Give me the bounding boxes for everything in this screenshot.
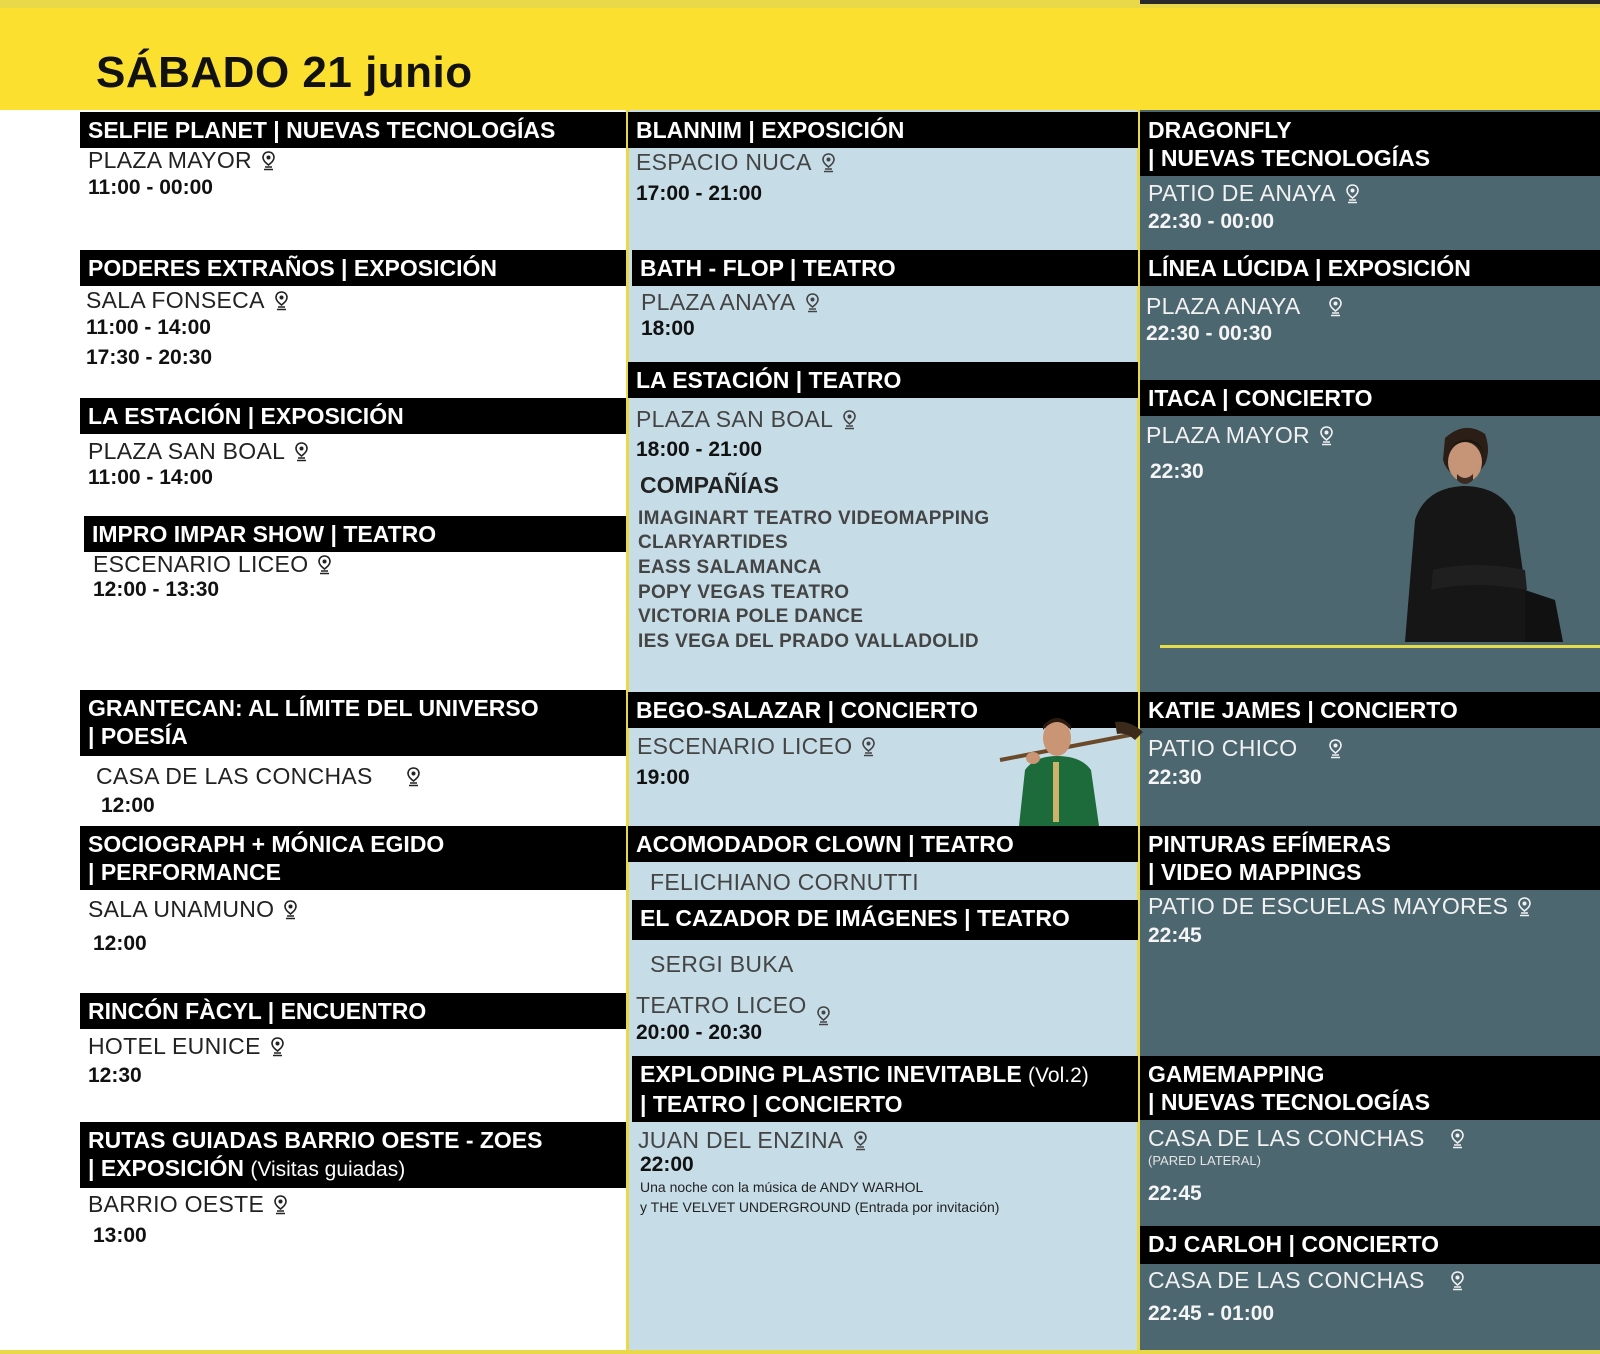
event-time: 17:30 - 20:30 [86, 346, 213, 369]
day-banner [0, 8, 1600, 110]
company-item: EASS SALAMANCA [638, 557, 822, 578]
venue-name: PLAZA MAYOR [1146, 422, 1310, 448]
header-line: PINTURAS EFÍMERAS [1148, 831, 1391, 857]
header-line: | POESÍA [88, 723, 188, 749]
event-time: 20:00 - 20:30 [636, 1021, 763, 1044]
location-pin-icon [1320, 426, 1333, 446]
location-pin-icon [806, 293, 819, 313]
event-time: 18:00 [641, 317, 695, 340]
event-artist [650, 869, 919, 896]
venue-name: SALA UNAMUNO [88, 896, 275, 922]
column-divider [626, 110, 629, 1354]
location-pin-icon [1346, 184, 1359, 204]
venue-name: PATIO CHICO [1148, 735, 1298, 761]
venue-name: ESPACIO NUCA [636, 149, 812, 175]
event-header: RINCÓN FÀCYL | ENCUENTRO [80, 993, 626, 1029]
company-item: IMAGINART TEATRO VIDEOMAPPING [638, 508, 990, 529]
event-header [1140, 112, 1600, 176]
location-pin-icon [817, 1006, 830, 1026]
event-time: 22:30 - 00:30 [1146, 322, 1273, 345]
location-pin-icon [854, 1131, 867, 1151]
top-strip-dark [1140, 0, 1600, 4]
venue-name: PLAZA ANAYA [1146, 293, 1301, 319]
event-header [1140, 826, 1600, 890]
event-time: 19:00 [636, 766, 690, 789]
company-item: CLARYARTIDES [638, 532, 788, 553]
event-header: DJ CARLOH | CONCIERTO [1140, 1226, 1600, 1264]
event-header: SELFIE PLANET | NUEVAS TECNOLOGÍAS [80, 112, 626, 148]
event-header: BATH - FLOP | TEATRO [632, 250, 1138, 286]
event-header: BLANNIM | EXPOSICIÓN [628, 112, 1138, 148]
location-pin-icon [1451, 1129, 1464, 1149]
venue-name: CASA DE LAS CONCHAS [96, 763, 373, 789]
bottom-strip [0, 1350, 1600, 1354]
event-header [632, 1056, 1138, 1122]
location-pin-icon [295, 442, 308, 462]
event-artist [650, 951, 794, 978]
event-venue [637, 733, 875, 760]
header-line: DRAGONFLY [1148, 117, 1292, 143]
header-line: | NUEVAS TECNOLOGÍAS [1148, 145, 1431, 171]
event-header: LÍNEA LÚCIDA | EXPOSICIÓN [1140, 250, 1600, 286]
companies-title: COMPAÑÍAS [640, 472, 779, 498]
location-pin-icon [284, 900, 297, 920]
company-item: POPY VEGAS TEATRO [638, 582, 850, 603]
divider-line [1160, 645, 1600, 648]
event-note: Una noche con la música de ANDY WARHOL [640, 1179, 924, 1195]
event-venue [641, 289, 819, 316]
location-pin-icon [275, 291, 288, 311]
event-venue [88, 147, 275, 174]
location-pin-icon [843, 410, 856, 430]
location-pin-icon [407, 767, 420, 787]
venue-name: TEATRO LICEO [636, 991, 807, 1018]
event-time: 11:00 - 14:00 [88, 466, 213, 489]
event-time: 22:30 [1148, 766, 1202, 789]
company-item: IES VEGA DEL PRADO VALLADOLID [638, 631, 979, 652]
location-pin-icon [274, 1195, 287, 1215]
venue-name: PATIO DE ANAYA [1148, 180, 1336, 206]
event-time: 22:45 - 01:00 [1148, 1302, 1275, 1325]
venue-name: CASA DE LAS CONCHAS [1148, 1125, 1425, 1151]
venue-name: PATIO DE ESCUELAS MAYORES [1148, 893, 1509, 919]
venue-name: CASA DE LAS CONCHAS [1148, 1267, 1425, 1293]
event-header [80, 690, 626, 756]
event-time: 22:30 - 00:00 [1148, 210, 1275, 233]
company-item: VICTORIA POLE DANCE [638, 606, 864, 627]
location-pin-icon [822, 153, 835, 173]
header-extra: (Visitas guiadas) [250, 1158, 406, 1181]
venue-name: ESCENARIO LICEO [637, 733, 853, 759]
event-header: KATIE JAMES | CONCIERTO [1140, 692, 1600, 728]
header-line: EXPLODING PLASTIC INEVITABLE [640, 1061, 1022, 1087]
location-pin-icon [1518, 897, 1531, 917]
event-time: 17:00 - 21:00 [636, 182, 763, 205]
header-line: GRANTECAN: AL LÍMITE DEL UNIVERSO [88, 695, 539, 721]
location-pin-icon [318, 555, 331, 575]
venue-name: ESCENARIO LICEO [93, 551, 309, 577]
venue-name: SALA FONSECA [86, 287, 265, 313]
event-header [80, 826, 626, 890]
event-venue [638, 1127, 867, 1154]
event-time: 22:00 [640, 1153, 694, 1176]
header-line: SOCIOGRAPH + MÓNICA EGIDO [88, 831, 445, 857]
header-line: | TEATRO | CONCIERTO [640, 1091, 903, 1117]
venue-name: PLAZA ANAYA [641, 289, 796, 315]
event-venue [1148, 180, 1359, 207]
venue-name: PLAZA SAN BOAL [636, 406, 834, 432]
venue-name: JUAN DEL ENZINA [638, 1127, 844, 1153]
event-time: 12:00 [93, 932, 147, 955]
event-venue [1146, 422, 1333, 449]
location-pin-icon [1329, 297, 1342, 317]
page-title: SÁBADO 21 junio [96, 48, 473, 97]
event-time: 12:00 [101, 794, 155, 817]
venue-name: BARRIO OESTE [88, 1191, 265, 1217]
venue-name: HOTEL EUNICE [88, 1033, 261, 1059]
header-line: RUTAS GUIADAS BARRIO OESTE - ZOES [88, 1127, 543, 1153]
event-header: LA ESTACIÓN | TEATRO [628, 362, 1138, 398]
event-time: 22:45 [1148, 924, 1202, 947]
performer-photo [1405, 420, 1575, 642]
header-extra: (Vol.2) [1028, 1064, 1089, 1087]
event-venue [1148, 1267, 1464, 1294]
event-time: 18:00 - 21:00 [636, 438, 763, 461]
event-note: y THE VELVET UNDERGROUND (Entrada por invitación) [640, 1199, 1000, 1215]
event-venue [88, 1033, 284, 1060]
event-venue [636, 406, 856, 433]
event-header: ACOMODADOR CLOWN | TEATRO [628, 826, 1138, 862]
event-time: 22:30 [1150, 460, 1204, 483]
event-venue [1148, 735, 1342, 762]
event-venue [93, 551, 331, 578]
event-venue [1148, 1125, 1464, 1152]
event-header [80, 1122, 626, 1188]
location-pin-icon [862, 737, 875, 757]
header-line: | PERFORMANCE [88, 859, 281, 885]
performer-photo [995, 700, 1145, 826]
event-header: LA ESTACIÓN | EXPOSICIÓN [80, 398, 626, 434]
event-time: 11:00 - 14:00 [86, 316, 211, 339]
location-pin-icon [271, 1037, 284, 1057]
event-header [1140, 1056, 1600, 1120]
event-time: 22:45 [1148, 1182, 1202, 1205]
location-pin-icon [1451, 1271, 1464, 1291]
event-venue [96, 763, 420, 790]
header-line: | VIDEO MAPPINGS [1148, 859, 1362, 885]
event-header: ITACA | CONCIERTO [1140, 380, 1600, 416]
event-time: 11:00 - 00:00 [88, 176, 213, 199]
header-line: | EXPOSICIÓN [88, 1155, 244, 1181]
event-venue [1146, 293, 1342, 320]
location-pin-icon [262, 151, 275, 171]
artist-name: SERGI BUKA [650, 951, 794, 977]
event-header: BEGO-SALAZAR | CONCIERTO [628, 692, 1138, 728]
location-pin-icon [1329, 739, 1342, 759]
event-venue [88, 1191, 287, 1218]
venue-subnote: (PARED LATERAL) [1148, 1153, 1261, 1168]
event-venue [1148, 893, 1531, 920]
event-header: IMPRO IMPAR SHOW | TEATRO [84, 516, 626, 552]
event-time: 12:30 [88, 1064, 142, 1087]
event-header: EL CAZADOR DE IMÁGENES | TEATRO [632, 900, 1138, 940]
venue-name: PLAZA MAYOR [88, 147, 252, 173]
event-header: PODERES EXTRAÑOS | EXPOSICIÓN [80, 250, 626, 286]
event-venue [88, 438, 308, 465]
event-venue [88, 896, 297, 923]
header-line: GAMEMAPPING [1148, 1061, 1325, 1087]
event-time: 13:00 [93, 1224, 147, 1247]
event-venue [636, 149, 835, 176]
artist-name: FELICHIANO CORNUTTI [650, 869, 919, 895]
header-line: | NUEVAS TECNOLOGÍAS [1148, 1089, 1431, 1115]
event-venue [86, 287, 288, 314]
event-venue [636, 984, 830, 1026]
event-time: 12:00 - 13:30 [93, 578, 220, 601]
venue-name: PLAZA SAN BOAL [88, 438, 286, 464]
